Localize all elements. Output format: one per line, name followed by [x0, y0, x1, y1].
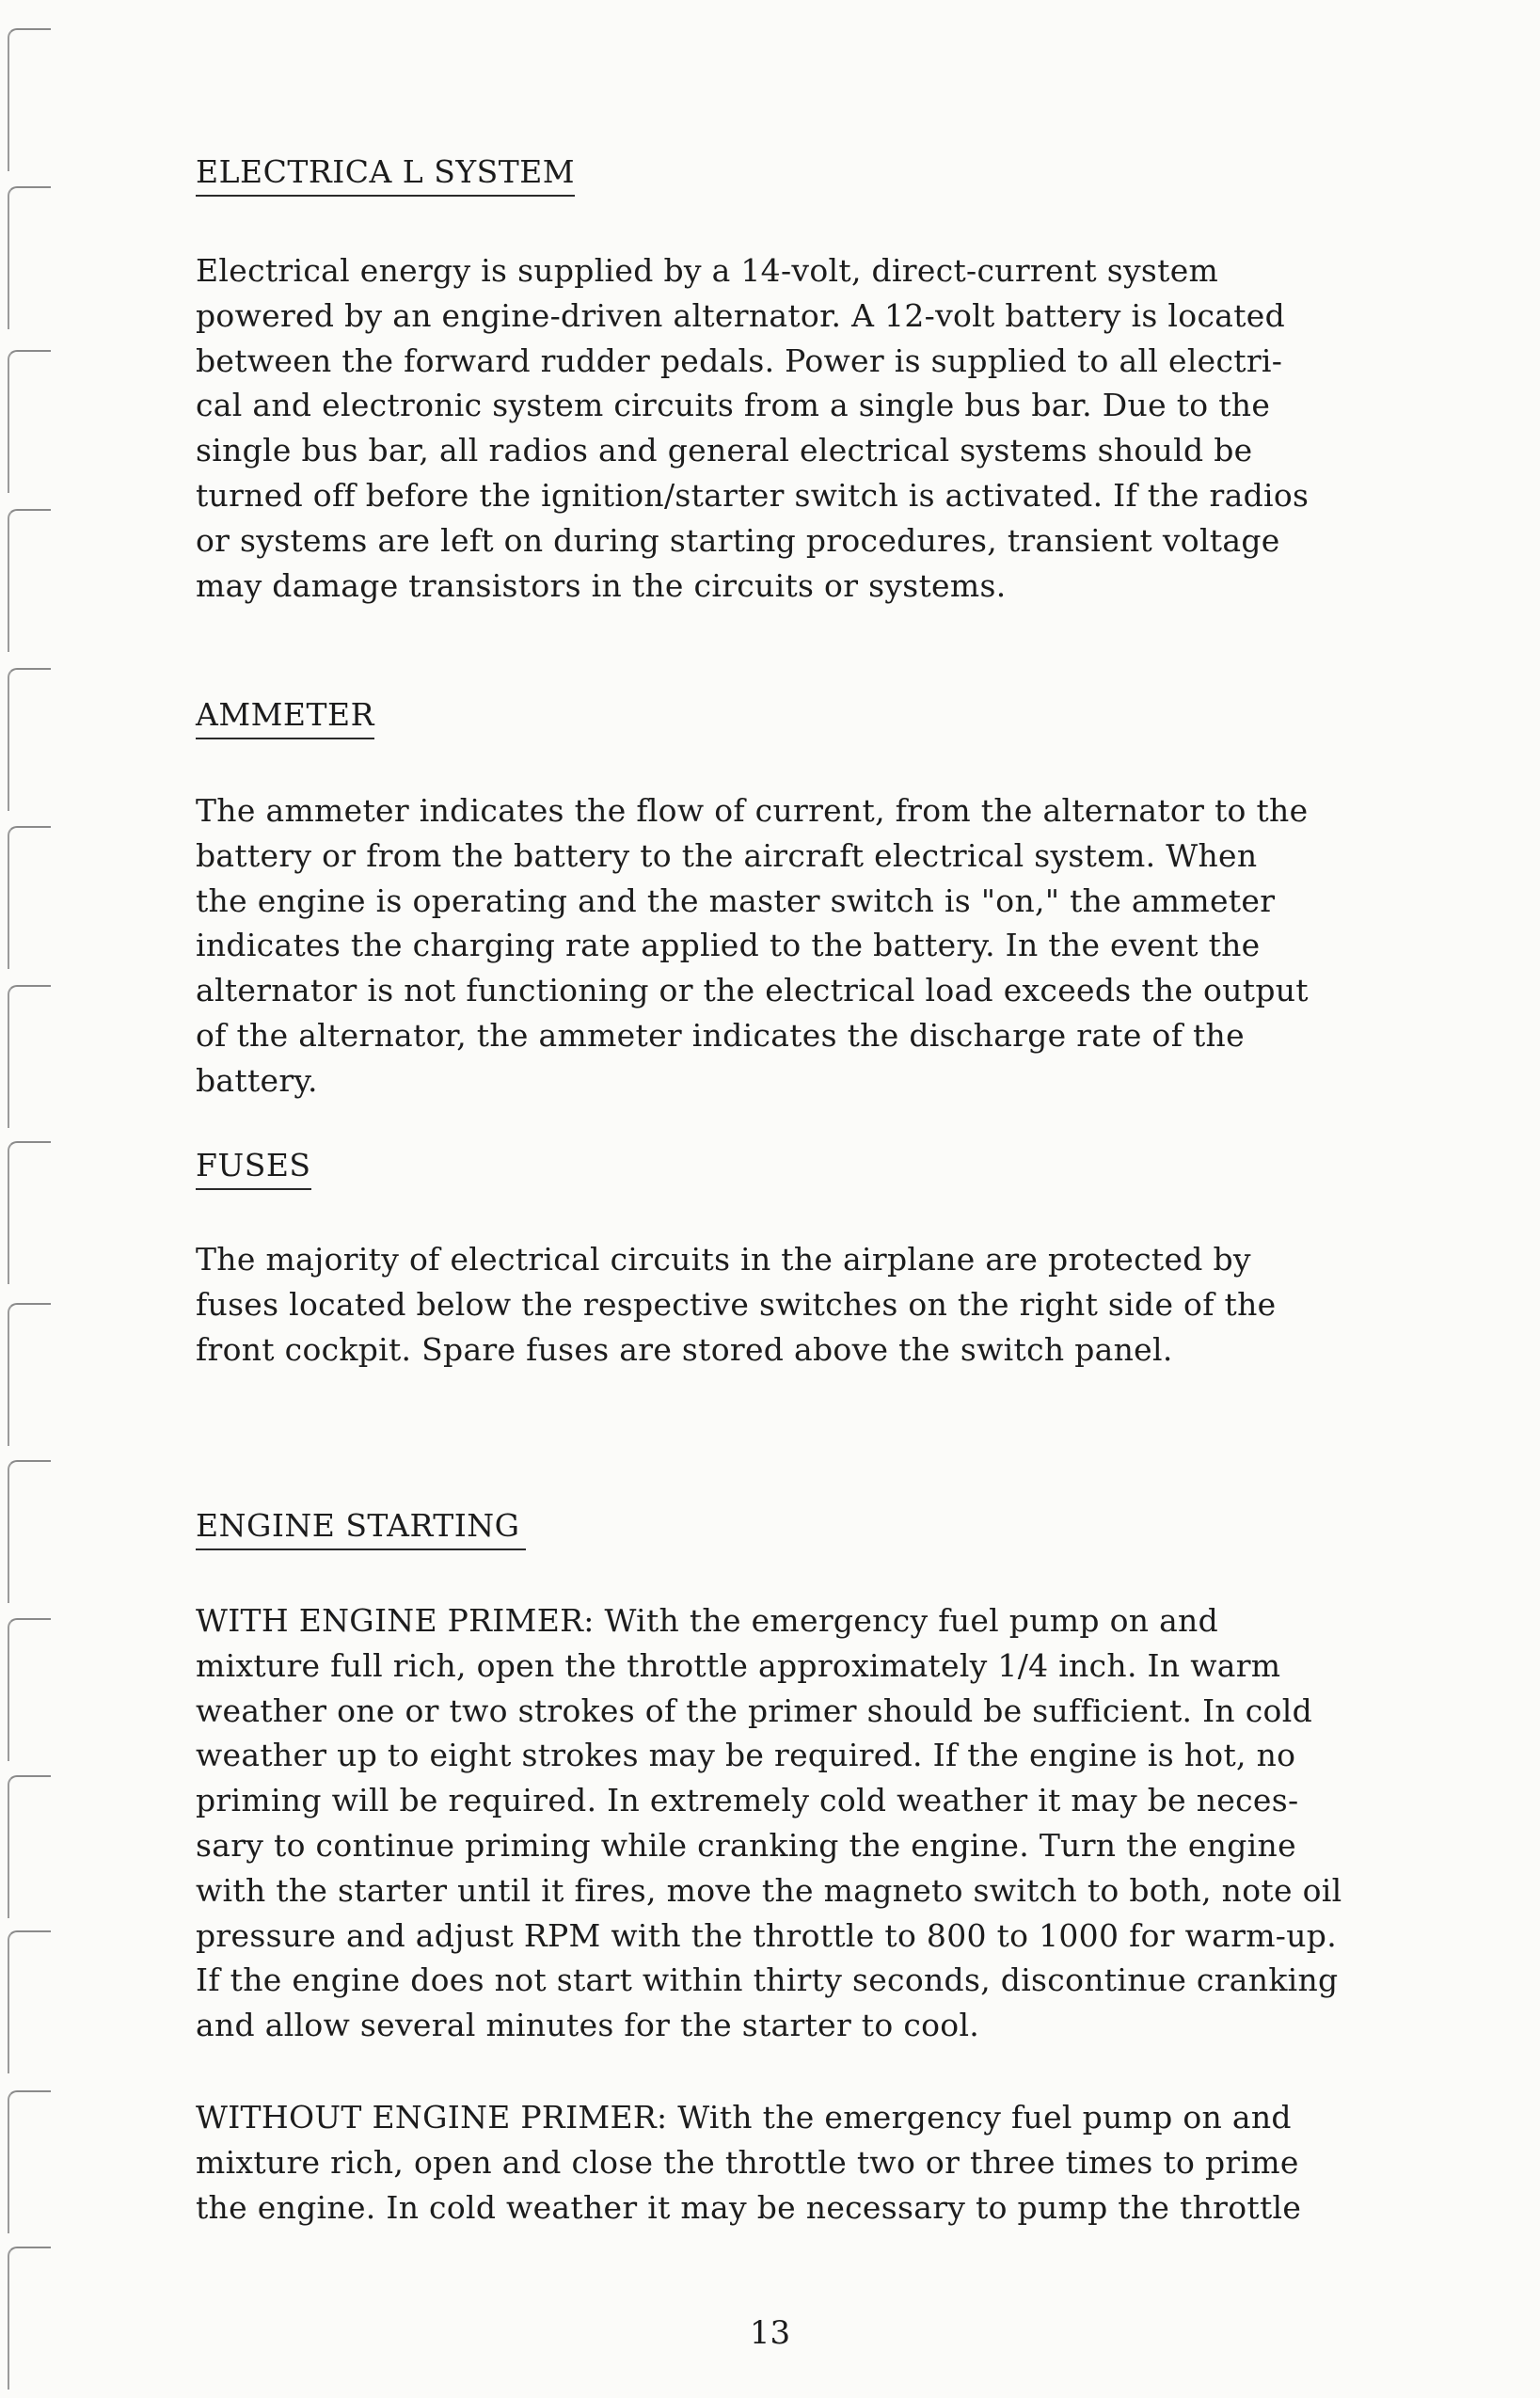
text-line: the engine is operating and the master switch is "on," the ammeter	[196, 881, 1276, 919]
section-heading-ammeter: AMMETER	[196, 696, 374, 739]
text-line: with the starter until it fires, move the magneto switch to both, note oil	[196, 1871, 1342, 1909]
binding-mark	[8, 1141, 51, 1284]
text-line: weather up to eight strokes may be required. If the engine is hot, no	[196, 1737, 1296, 1774]
text-line: The ammeter indicates the flow of current, from the alternator to the	[196, 792, 1309, 829]
binding-mark	[8, 2090, 51, 2233]
binding-mark	[8, 668, 51, 811]
text-line: Electrical energy is supplied by a 14-volt, direct-current system	[196, 252, 1219, 289]
text-line: WITHOUT ENGINE PRIMER: With the emergency fuel pump on and	[196, 2099, 1292, 2136]
text-line: sary to continue priming while cranking the engine. Turn the engine	[196, 1826, 1296, 1864]
paragraph-fuses	[196, 1237, 1276, 1372]
text-line: and allow several minutes for the starter to cool.	[196, 2007, 980, 2044]
paragraph-electrical-system	[196, 248, 1309, 608]
paragraph-ammeter	[196, 788, 1309, 1104]
binding-mark	[8, 28, 51, 171]
text-line: battery or from the battery to the aircraft electrical system. When	[196, 836, 1258, 874]
text-line: cal and electronic system circuits from a single bus bar. Due to the	[196, 387, 1271, 424]
binding-mark	[8, 1460, 51, 1603]
paragraph-with-engine-primer	[196, 1598, 1342, 2048]
text-line: indicates the charging rate applied to the battery. In the event the	[196, 927, 1261, 964]
binding-mark	[8, 509, 51, 652]
text-line: or systems are left on during starting procedures, transient voltage	[196, 521, 1280, 559]
binding-mark	[8, 1775, 51, 1918]
text-line: may damage transistors in the circuits or systems.	[196, 566, 1007, 604]
text-line: priming will be required. In extremely cold weather it may be neces-	[196, 1782, 1299, 1819]
binding-mark	[8, 350, 51, 493]
section-heading-electrical-system: ELECTRICA L SYSTEM	[196, 153, 575, 197]
section-heading-fuses: FUSES	[196, 1147, 311, 1190]
text-line: The majority of electrical circuits in the airplane are protected by	[196, 1241, 1251, 1278]
text-line: If the engine does not start within thirty seconds, discontinue cranking	[196, 1961, 1339, 1999]
binding-mark	[8, 1303, 51, 1446]
text-line: of the alternator, the ammeter indicates the discharge rate of the	[196, 1016, 1245, 1054]
paragraph-without-engine-primer	[196, 2095, 1301, 2230]
text-line: battery.	[196, 1061, 318, 1099]
text-line: powered by an engine-driven alternator. A 12-volt battery is located	[196, 296, 1286, 334]
text-line: pressure and adjust RPM with the throttle to 800 to 1000 for warm-up.	[196, 1916, 1338, 1954]
text-line: WITH ENGINE PRIMER: With the emergency fuel pump on and	[196, 1602, 1219, 1639]
page-number: 13	[749, 2314, 791, 2352]
text-line: single bus bar, all radios and general electrical systems should be	[196, 432, 1253, 469]
text-line: fuses located below the respective switches on the right side of the	[196, 1285, 1277, 1323]
text-line: mixture full rich, open the throttle approximately 1/4 inch. In warm	[196, 1646, 1281, 1684]
binding-mark	[8, 186, 51, 329]
text-line: mixture rich, open and close the throttle two or three times to prime	[196, 2143, 1299, 2181]
section-heading-engine-starting: ENGINE STARTING	[196, 1507, 526, 1550]
binding-mark	[8, 826, 51, 969]
binding-holes	[0, 0, 66, 2398]
text-line: turned off before the ignition/starter switch is activated. If the radios	[196, 476, 1310, 514]
text-line: front cockpit. Spare fuses are stored above the switch panel.	[196, 1330, 1173, 1368]
binding-mark	[8, 985, 51, 1128]
text-line: alternator is not functioning or the electrical load exceeds the output	[196, 972, 1309, 1009]
binding-mark	[8, 1618, 51, 1761]
text-line: between the forward rudder pedals. Power is supplied to all electri-	[196, 341, 1283, 379]
text-line: the engine. In cold weather it may be necessary to pump the throttle	[196, 2188, 1302, 2226]
text-line: weather one or two strokes of the primer should be sufficient. In cold	[196, 1691, 1312, 1729]
binding-mark	[8, 1930, 51, 2073]
